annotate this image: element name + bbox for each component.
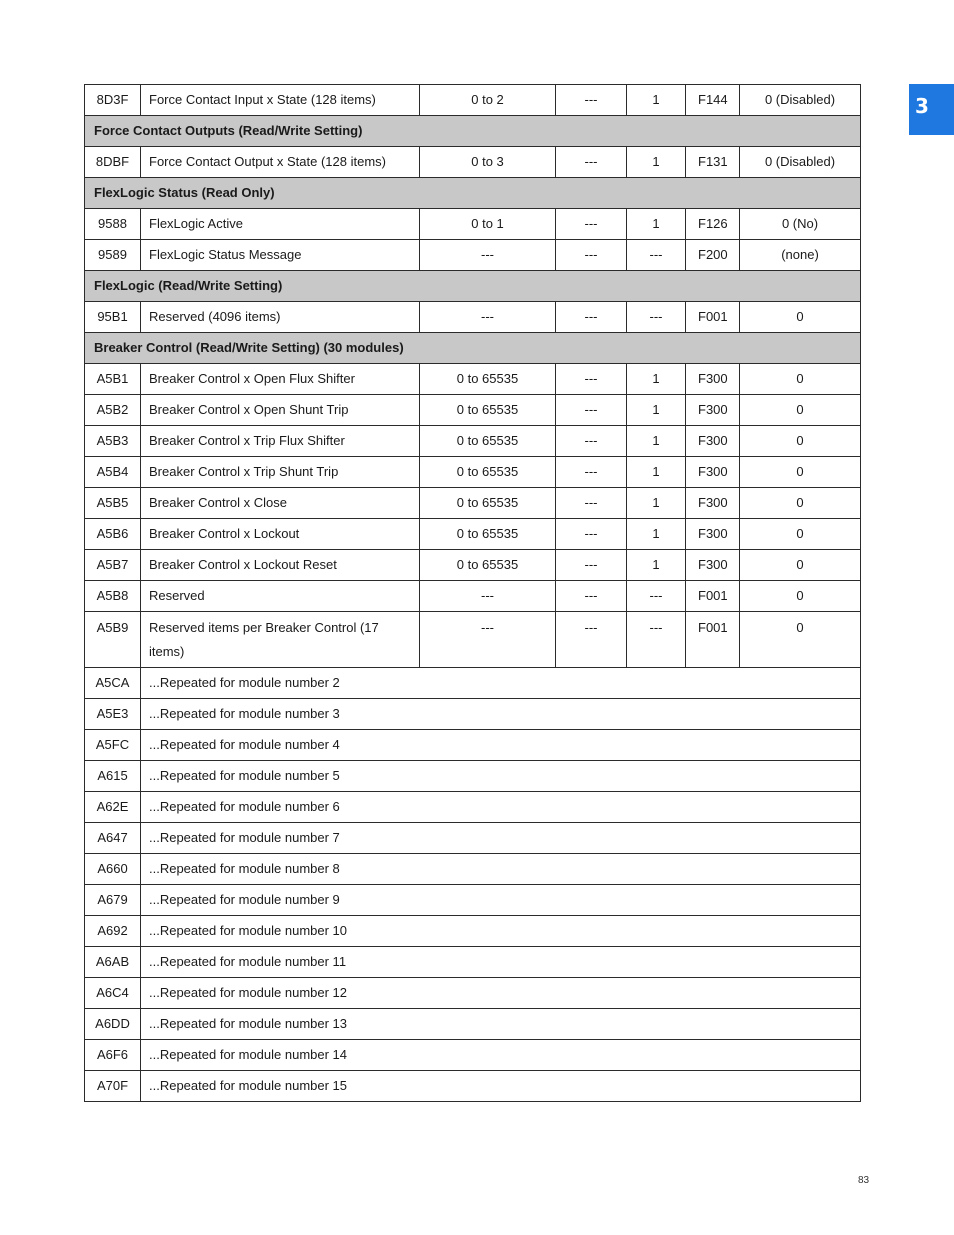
units-cell: ---	[556, 395, 627, 426]
format-cell: F144	[686, 85, 740, 116]
address-cell: 8DBF	[85, 147, 141, 178]
default-cell: 0 (No)	[740, 209, 861, 240]
range-cell: ---	[420, 581, 556, 612]
repeat-text-cell: ...Repeated for module number 5	[141, 761, 861, 792]
default-cell: 0	[740, 519, 861, 550]
step-cell: 1	[627, 426, 686, 457]
table-row	[85, 612, 861, 668]
format-cell: F200	[686, 240, 740, 271]
address-cell: A5E3	[85, 699, 141, 730]
step-cell: ---	[627, 612, 686, 668]
address-cell: A5B6	[85, 519, 141, 550]
table-row	[85, 550, 861, 581]
default-cell: 0	[740, 581, 861, 612]
table-row	[85, 209, 861, 240]
repeat-row	[85, 1040, 861, 1071]
address-cell: A5B2	[85, 395, 141, 426]
name-cell: Force Contact Input x State (128 items)	[141, 85, 420, 116]
section-header-row	[85, 116, 861, 147]
repeat-text-cell: ...Repeated for module number 12	[141, 978, 861, 1009]
repeat-row	[85, 916, 861, 947]
address-cell: A6DD	[85, 1009, 141, 1040]
table-row	[85, 488, 861, 519]
repeat-text-cell: ...Repeated for module number 8	[141, 854, 861, 885]
address-cell: A62E	[85, 792, 141, 823]
register-table	[84, 84, 861, 1102]
format-cell: F001	[686, 581, 740, 612]
name-cell: Breaker Control x Lockout Reset	[141, 550, 420, 581]
repeat-text-cell: ...Repeated for module number 7	[141, 823, 861, 854]
chapter-tab: 3	[909, 84, 954, 135]
step-cell: 1	[627, 209, 686, 240]
step-cell: 1	[627, 85, 686, 116]
name-cell: FlexLogic Status Message	[141, 240, 420, 271]
default-cell: 0 (Disabled)	[740, 147, 861, 178]
units-cell: ---	[556, 147, 627, 178]
units-cell: ---	[556, 364, 627, 395]
repeat-row	[85, 668, 861, 699]
repeat-text-cell: ...Repeated for module number 6	[141, 792, 861, 823]
format-cell: F300	[686, 550, 740, 581]
address-cell: A70F	[85, 1071, 141, 1102]
table-row	[85, 457, 861, 488]
range-cell: ---	[420, 612, 556, 668]
range-cell: 0 to 65535	[420, 488, 556, 519]
repeat-text-cell: ...Repeated for module number 4	[141, 730, 861, 761]
step-cell: 1	[627, 550, 686, 581]
range-cell: 0 to 65535	[420, 395, 556, 426]
repeat-text-cell: ...Repeated for module number 2	[141, 668, 861, 699]
repeat-row	[85, 699, 861, 730]
repeat-row	[85, 823, 861, 854]
step-cell: 1	[627, 147, 686, 178]
default-cell: 0	[740, 488, 861, 519]
address-cell: A679	[85, 885, 141, 916]
range-cell: 0 to 65535	[420, 364, 556, 395]
address-cell: A5CA	[85, 668, 141, 699]
step-cell: ---	[627, 302, 686, 333]
step-cell: ---	[627, 581, 686, 612]
default-cell: 0	[740, 395, 861, 426]
address-cell: A5B8	[85, 581, 141, 612]
address-cell: A6F6	[85, 1040, 141, 1071]
range-cell: ---	[420, 302, 556, 333]
repeat-text-cell: ...Repeated for module number 10	[141, 916, 861, 947]
units-cell: ---	[556, 581, 627, 612]
address-cell: 9588	[85, 209, 141, 240]
section-title: FlexLogic Status (Read Only)	[85, 178, 861, 209]
units-cell: ---	[556, 519, 627, 550]
range-cell: 0 to 2	[420, 85, 556, 116]
section-header-row	[85, 271, 861, 302]
step-cell: 1	[627, 457, 686, 488]
name-cell: Breaker Control x Open Flux Shifter	[141, 364, 420, 395]
section-title: FlexLogic (Read/Write Setting)	[85, 271, 861, 302]
format-cell: F131	[686, 147, 740, 178]
table-row	[85, 147, 861, 178]
default-cell: 0	[740, 550, 861, 581]
repeat-row	[85, 947, 861, 978]
range-cell: 0 to 65535	[420, 519, 556, 550]
repeat-text-cell: ...Repeated for module number 9	[141, 885, 861, 916]
default-cell: 0	[740, 426, 861, 457]
units-cell: ---	[556, 426, 627, 457]
address-cell: 95B1	[85, 302, 141, 333]
step-cell: ---	[627, 240, 686, 271]
address-cell: A5B4	[85, 457, 141, 488]
repeat-row	[85, 761, 861, 792]
units-cell: ---	[556, 302, 627, 333]
name-cell: Breaker Control x Open Shunt Trip	[141, 395, 420, 426]
units-cell: ---	[556, 550, 627, 581]
format-cell: F001	[686, 612, 740, 668]
repeat-text-cell: ...Repeated for module number 14	[141, 1040, 861, 1071]
address-cell: A660	[85, 854, 141, 885]
name-cell: Breaker Control x Lockout	[141, 519, 420, 550]
format-cell: F300	[686, 395, 740, 426]
step-cell: 1	[627, 488, 686, 519]
repeat-text-cell: ...Repeated for module number 3	[141, 699, 861, 730]
page-number: 83	[858, 1175, 870, 1186]
section-title: Breaker Control (Read/Write Setting) (30 modules)	[85, 333, 861, 364]
repeat-row	[85, 792, 861, 823]
address-cell: A5B3	[85, 426, 141, 457]
name-cell: Reserved (4096 items)	[141, 302, 420, 333]
address-cell: A5B7	[85, 550, 141, 581]
units-cell: ---	[556, 457, 627, 488]
format-cell: F300	[686, 426, 740, 457]
name-cell: Reserved	[141, 581, 420, 612]
units-cell: ---	[556, 612, 627, 668]
name-cell: FlexLogic Active	[141, 209, 420, 240]
register-table-body	[85, 85, 861, 1102]
range-cell: 0 to 3	[420, 147, 556, 178]
address-cell: A5FC	[85, 730, 141, 761]
default-cell: 0 (Disabled)	[740, 85, 861, 116]
name-cell: Reserved items per Breaker Control (17 items)	[141, 612, 420, 668]
name-cell: Breaker Control x Trip Shunt Trip	[141, 457, 420, 488]
table-row	[85, 364, 861, 395]
format-cell: F001	[686, 302, 740, 333]
table-row	[85, 519, 861, 550]
units-cell: ---	[556, 85, 627, 116]
address-cell: A5B5	[85, 488, 141, 519]
range-cell: ---	[420, 240, 556, 271]
address-cell: A6AB	[85, 947, 141, 978]
format-cell: F300	[686, 364, 740, 395]
name-cell: Breaker Control x Trip Flux Shifter	[141, 426, 420, 457]
address-cell: A5B1	[85, 364, 141, 395]
section-header-row	[85, 178, 861, 209]
format-cell: F126	[686, 209, 740, 240]
table-row	[85, 302, 861, 333]
name-cell: Breaker Control x Close	[141, 488, 420, 519]
format-cell: F300	[686, 519, 740, 550]
repeat-row	[85, 1009, 861, 1040]
format-cell: F300	[686, 488, 740, 519]
repeat-text-cell: ...Repeated for module number 15	[141, 1071, 861, 1102]
step-cell: 1	[627, 519, 686, 550]
section-header-row	[85, 333, 861, 364]
default-cell: 0	[740, 612, 861, 668]
range-cell: 0 to 65535	[420, 550, 556, 581]
default-cell: 0	[740, 457, 861, 488]
address-cell: A647	[85, 823, 141, 854]
address-cell: A615	[85, 761, 141, 792]
address-cell: 9589	[85, 240, 141, 271]
address-cell: 8D3F	[85, 85, 141, 116]
range-cell: 0 to 65535	[420, 457, 556, 488]
repeat-row	[85, 730, 861, 761]
range-cell: 0 to 65535	[420, 426, 556, 457]
repeat-text-cell: ...Repeated for module number 11	[141, 947, 861, 978]
address-cell: A692	[85, 916, 141, 947]
format-cell: F300	[686, 457, 740, 488]
address-cell: A6C4	[85, 978, 141, 1009]
section-title: Force Contact Outputs (Read/Write Setting)	[85, 116, 861, 147]
repeat-row	[85, 978, 861, 1009]
table-row	[85, 395, 861, 426]
default-cell: 0	[740, 302, 861, 333]
range-cell: 0 to 1	[420, 209, 556, 240]
units-cell: ---	[556, 488, 627, 519]
step-cell: 1	[627, 395, 686, 426]
table-row	[85, 581, 861, 612]
units-cell: ---	[556, 240, 627, 271]
repeat-row	[85, 1071, 861, 1102]
name-cell: Force Contact Output x State (128 items)	[141, 147, 420, 178]
table-row	[85, 85, 861, 116]
address-cell: A5B9	[85, 612, 141, 668]
units-cell: ---	[556, 209, 627, 240]
repeat-text-cell: ...Repeated for module number 13	[141, 1009, 861, 1040]
step-cell: 1	[627, 364, 686, 395]
table-row	[85, 426, 861, 457]
repeat-row	[85, 854, 861, 885]
default-cell: (none)	[740, 240, 861, 271]
repeat-row	[85, 885, 861, 916]
default-cell: 0	[740, 364, 861, 395]
table-row	[85, 240, 861, 271]
